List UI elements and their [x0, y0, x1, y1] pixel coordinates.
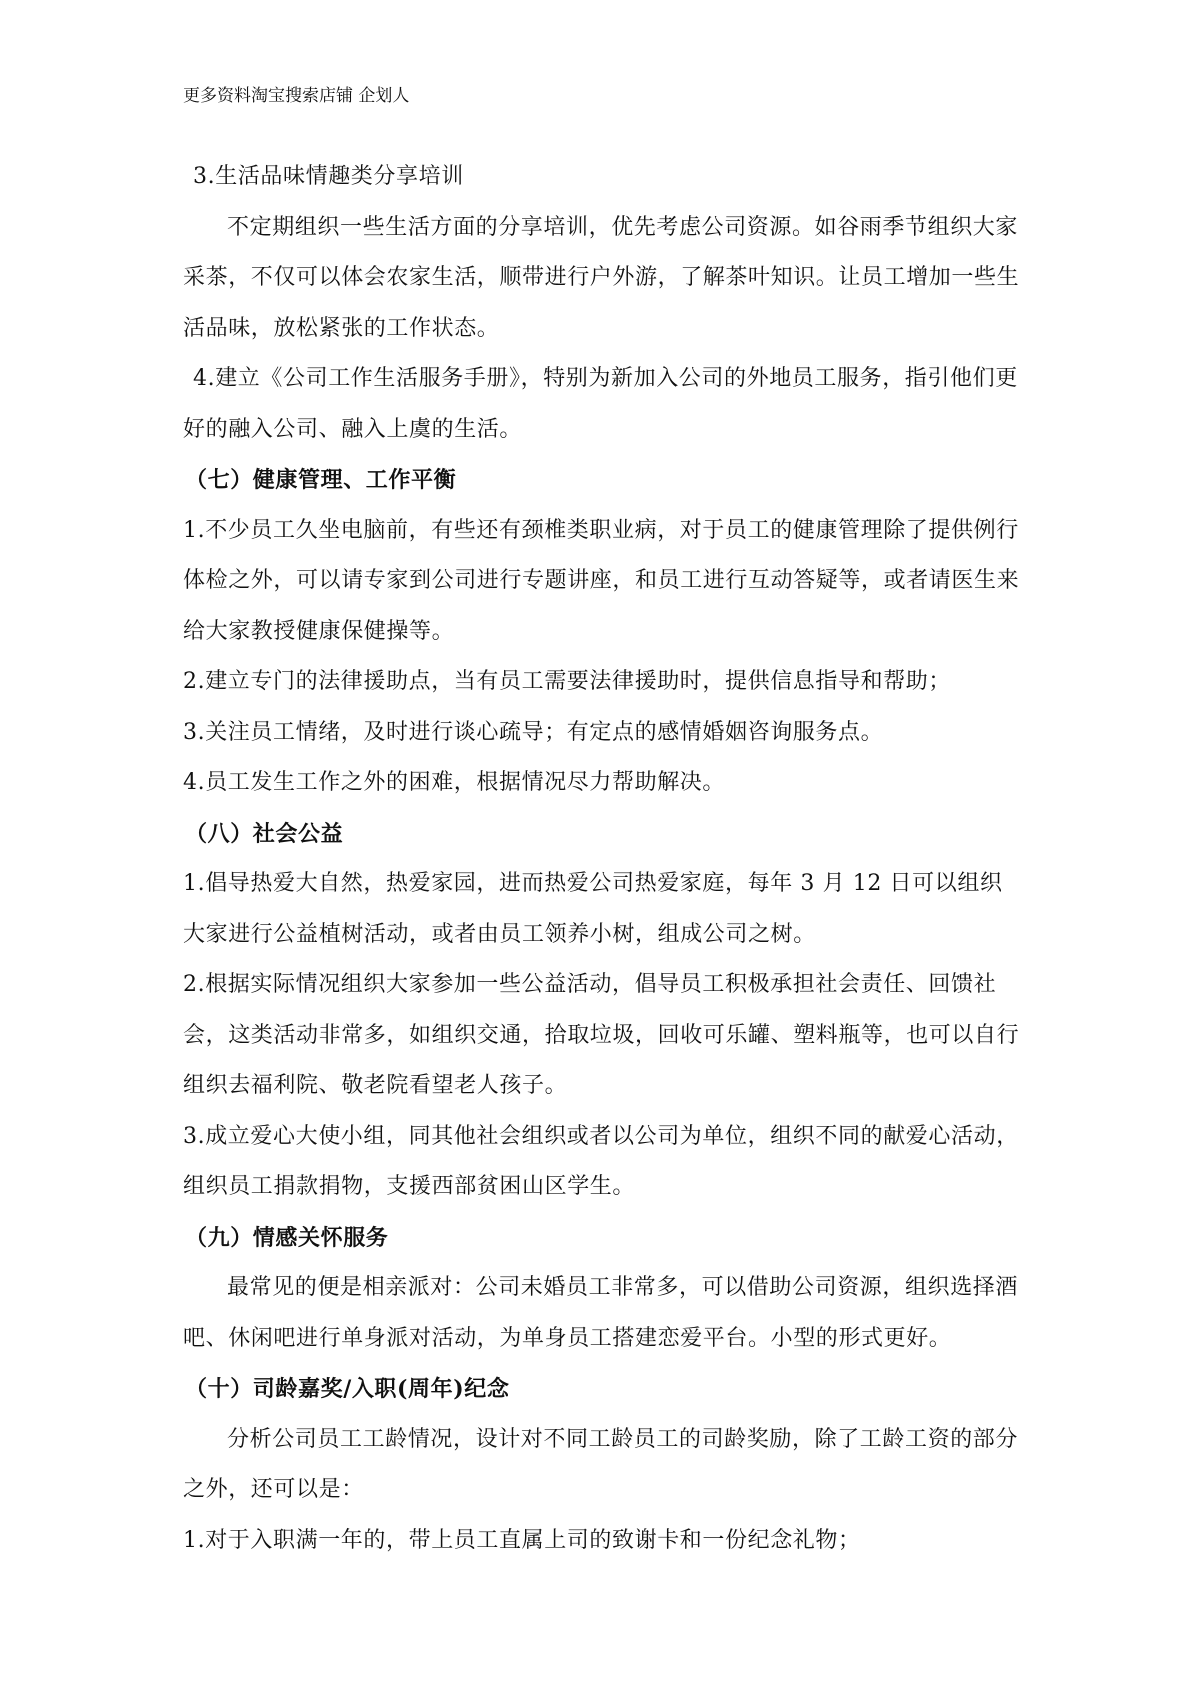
list-item: 1.不少员工久坐电脑前，有些还有颈椎类职业病，对于员工的健康管理除了提供例行体检之外，可以请专家到公司进行专题讲座，和员工进行互动答疑等，或者请医生来给大家教授健康保健操等。: [183, 517, 1020, 644]
body-paragraph: 分析公司员工工龄情况，设计对不同工龄员工的司龄奖励，除了工龄工资的部分之外，还可以是：: [183, 1426, 1019, 1502]
section-heading: （十）司龄嘉奖/入职(周年)纪念: [185, 1376, 510, 1402]
list-item: 2.建立专门的法律援助点，当有员工需要法律援助时，提供信息指导和帮助；: [183, 669, 951, 694]
section-heading: （八）社会公益: [185, 820, 344, 847]
list-item: 4.员工发生工作之外的困难，根据情况尽力帮助解决。: [183, 770, 725, 795]
section-heading: （九）情感关怀服务: [185, 1224, 389, 1251]
body-paragraph: 最常见的便是相亲派对：公司未婚员工非常多，可以借助公司资源，组织选择酒吧、休闲吧进行单身派对活动，为单身员工搭建恋爱平台。小型的形式更好。: [183, 1275, 1019, 1351]
list-item: 2.根据实际情况组织大家参加一些公益活动，倡导员工积极承担社会责任、回馈社会，这类活动非常多，如组织交通，拾取垃圾，回收可乐罐、塑料瓶等，也可以自行组织去福利院、敬老院看望老人孩子。: [183, 972, 1020, 1098]
section-heading: （七）健康管理、工作平衡: [185, 467, 457, 493]
body-paragraph: 不定期组织一些生活方面的分享培训，优先考虑公司资源。如谷雨季节组织大家采茶，不仅可以体会农家生活，顺带进行户外游，了解茶叶知识。让员工增加一些生活品味，放松紧张的工作状态。: [183, 214, 1020, 341]
list-item: 3.成立爱心大使小组，同其他社会组织或者以公司为单位，组织不同的献爱心活动，组织员工捐款捐物，支援西部贫困山区学生。: [183, 1123, 1019, 1199]
list-item: 1.对于入职满一年的，带上员工直属上司的致谢卡和一份纪念礼物；: [183, 1527, 861, 1553]
page-header: 更多资料淘宝搜索店铺 企划人: [183, 86, 410, 106]
list-item: 1.倡导热爱大自然，热爱家园，进而热爱公司热爱家庭，每年 3 月 12 日可以组织大家进行公益植树活动，或者由员工领养小树，组成公司之树。: [183, 871, 1003, 947]
document-body: [183, 152, 1021, 1566]
list-item: 3.生活品味情趣类分享培训: [193, 164, 464, 189]
list-item: 4.建立《公司工作生活服务手册》，特别为新加入公司的外地员工服务，指引他们更好的融入公司、融入上虞的生活。: [183, 366, 1018, 442]
list-item: 3.关注员工情绪，及时进行谈心疏导；有定点的感情婚姻咨询服务点。: [183, 719, 884, 745]
